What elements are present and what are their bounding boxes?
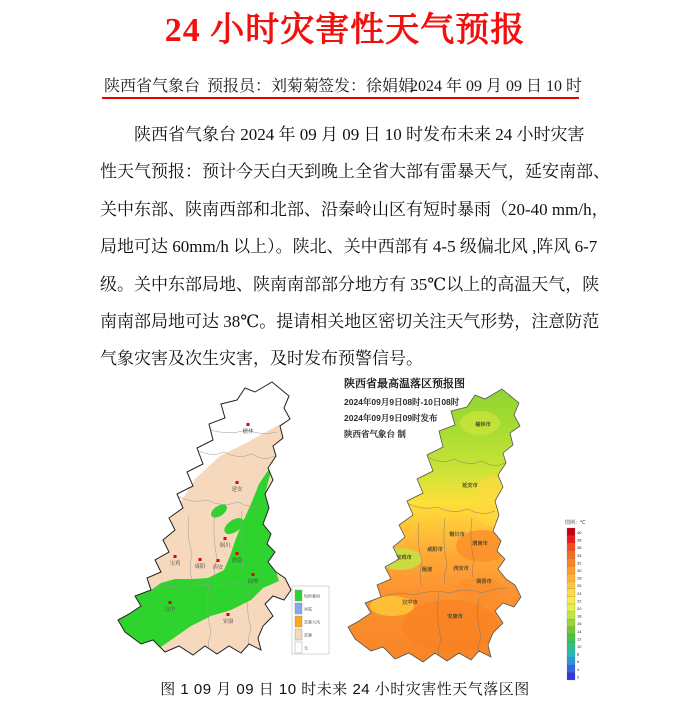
city-marker	[169, 601, 172, 604]
forecast-line: 陕西省气象台 2024 年 09 月 09 日 10 时发布未来 24 小时灾害	[100, 125, 585, 144]
colorbar-tick: 12	[577, 636, 582, 642]
forecast-line: 气象灾害及次生灾害，及时发布预警信号。	[100, 349, 423, 369]
colorbar-tick: 2	[577, 674, 580, 680]
temperature-colorbar	[565, 519, 586, 680]
city-label: 杨凌	[421, 567, 433, 573]
city-marker	[199, 558, 202, 561]
colorbar-segment	[567, 543, 575, 551]
colorbar-tick: 14	[577, 628, 582, 634]
city-label: 咸阳	[194, 564, 206, 570]
colorbar-tick: 32	[577, 560, 582, 566]
city-label: 铜川市	[449, 532, 465, 538]
city-marker	[227, 613, 230, 616]
legend-label: 无	[304, 645, 308, 651]
colorbar-segment	[567, 581, 575, 589]
page-title: 24 小时灾害性天气预报	[164, 12, 526, 49]
right-map-valid-time: 2024年09月9日08时-10日08时	[344, 397, 460, 407]
colorbar-segment	[567, 566, 575, 574]
left-map-legend	[292, 586, 329, 654]
legend-swatch	[295, 603, 302, 614]
colorbar-tick: 22	[577, 598, 582, 604]
city-label: 宝鸡	[169, 561, 181, 567]
city-marker	[174, 555, 177, 558]
legend-swatch	[295, 642, 302, 653]
colorbar-segment	[567, 574, 575, 582]
forecast-line: 关中东部、陕南西部和北部、沿秦岭山区有短时暴雨（20-40 mm/h，	[100, 199, 609, 219]
severe-weather-zone-map	[112, 374, 332, 672]
legend-label: 短时暴雨	[304, 593, 320, 599]
city-marker	[217, 559, 220, 562]
city-label: 榆林市	[475, 422, 491, 428]
forecast-line: 性天气预报：预计今天白天到晚上全省大部有雷暴天气，延安南部、	[100, 162, 610, 182]
issuer-name: 签发：徐娟娟	[318, 78, 415, 95]
colorbar-tick: 34	[577, 552, 582, 558]
colorbar-segment	[567, 604, 575, 612]
city-label: 西安市	[453, 566, 469, 572]
colorbar-segment	[567, 536, 575, 544]
forecast-line: 级。关中东部局地、陕南南部部分地方有 35℃以上的高温天气，陕	[100, 274, 600, 294]
colorbar-segment	[567, 642, 575, 650]
forecaster-name: 预报员：刘菊菊	[207, 78, 320, 95]
figure-caption: 图 1 09 月 09 日 10 时未来 24 小时灾害性天气落区图	[160, 681, 530, 698]
colorbar-segment	[567, 551, 575, 559]
colorbar-tick: 18	[577, 613, 582, 619]
city-label: 渭南市	[472, 541, 488, 547]
legend-swatch	[295, 629, 302, 640]
city-label: 咸阳市	[427, 547, 443, 553]
colorbar-segment	[567, 589, 575, 597]
colorbar-tick: 40	[577, 530, 582, 535]
city-marker	[236, 481, 239, 484]
city-label: 宝鸡市	[396, 555, 412, 561]
colorbar-segment	[567, 634, 575, 642]
city-label: 安康	[222, 619, 234, 625]
colorbar-tick: 28	[577, 575, 582, 581]
colorbar-segment	[567, 657, 575, 665]
legend-label: 雷暴	[304, 632, 312, 638]
right-map-title: 陕西省最高温落区预报图	[344, 378, 465, 390]
colorbar-segment	[567, 612, 575, 620]
legend-swatch	[295, 590, 302, 601]
colorbar-tick: 10	[577, 644, 582, 649]
colorbar-tick: 38	[577, 537, 582, 543]
forecast-line: 局地可达 60mm/h 以上）。陕北、关中西部有 4-5 级偏北风 ,阵风 6-7	[100, 237, 598, 257]
city-label: 铜川	[219, 543, 231, 549]
colorbar-tick: 30	[577, 568, 582, 573]
city-label: 汉中市	[402, 600, 418, 606]
colorbar-segment	[567, 627, 575, 635]
colorbar-tick: 24	[577, 590, 582, 596]
city-label: 安康市	[447, 614, 463, 620]
agency-name: 陕西省气象台	[104, 78, 201, 95]
colorbar-segment	[567, 619, 575, 627]
city-label: 商州	[247, 579, 259, 585]
city-label: 商洛市	[476, 579, 492, 585]
colorbar-segment	[567, 558, 575, 566]
city-label: 延安市	[462, 483, 478, 489]
city-marker	[247, 423, 250, 426]
city-label: 渭南	[231, 558, 243, 564]
forecast-line: 南南部局地可达 38℃。提请相关地区密切关注天气形势，注意防范	[100, 311, 600, 331]
city-label: 西安	[212, 565, 224, 571]
colorbar-tick: 36	[577, 545, 582, 551]
colorbar-segment	[567, 650, 575, 658]
colorbar-tick: 16	[577, 621, 582, 627]
city-marker	[236, 552, 239, 555]
colorbar-title: 图例：℃	[565, 520, 586, 526]
right-map-issue-time: 2024年09月9日09时发布	[344, 413, 438, 423]
header-divider	[102, 97, 579, 99]
legend-swatch	[295, 616, 302, 627]
right-map-header	[344, 378, 514, 439]
city-marker	[252, 573, 255, 576]
city-marker	[224, 537, 227, 540]
colorbar-segment	[567, 665, 575, 673]
city-label: 榆林	[242, 429, 254, 435]
issue-datetime: 2024 年 09 月 09 日 10 时	[410, 78, 583, 95]
colorbar-tick: 26	[577, 583, 582, 589]
city-label: 汉中	[164, 607, 176, 613]
colorbar-tick: 4	[577, 666, 580, 672]
colorbar-segment	[567, 596, 575, 604]
colorbar-tick: 8	[577, 651, 580, 657]
city-label: 延安	[231, 487, 243, 493]
legend-label: 雷暴大风	[304, 619, 320, 625]
forecast-paragraph	[100, 116, 610, 378]
right-map-producer: 陕西省气象台 制	[344, 429, 406, 439]
colorbar-tick: 20	[577, 606, 582, 611]
legend-label: 冰雹	[304, 606, 312, 612]
colorbar-segment	[567, 528, 575, 536]
colorbar-tick: 6	[577, 659, 580, 665]
